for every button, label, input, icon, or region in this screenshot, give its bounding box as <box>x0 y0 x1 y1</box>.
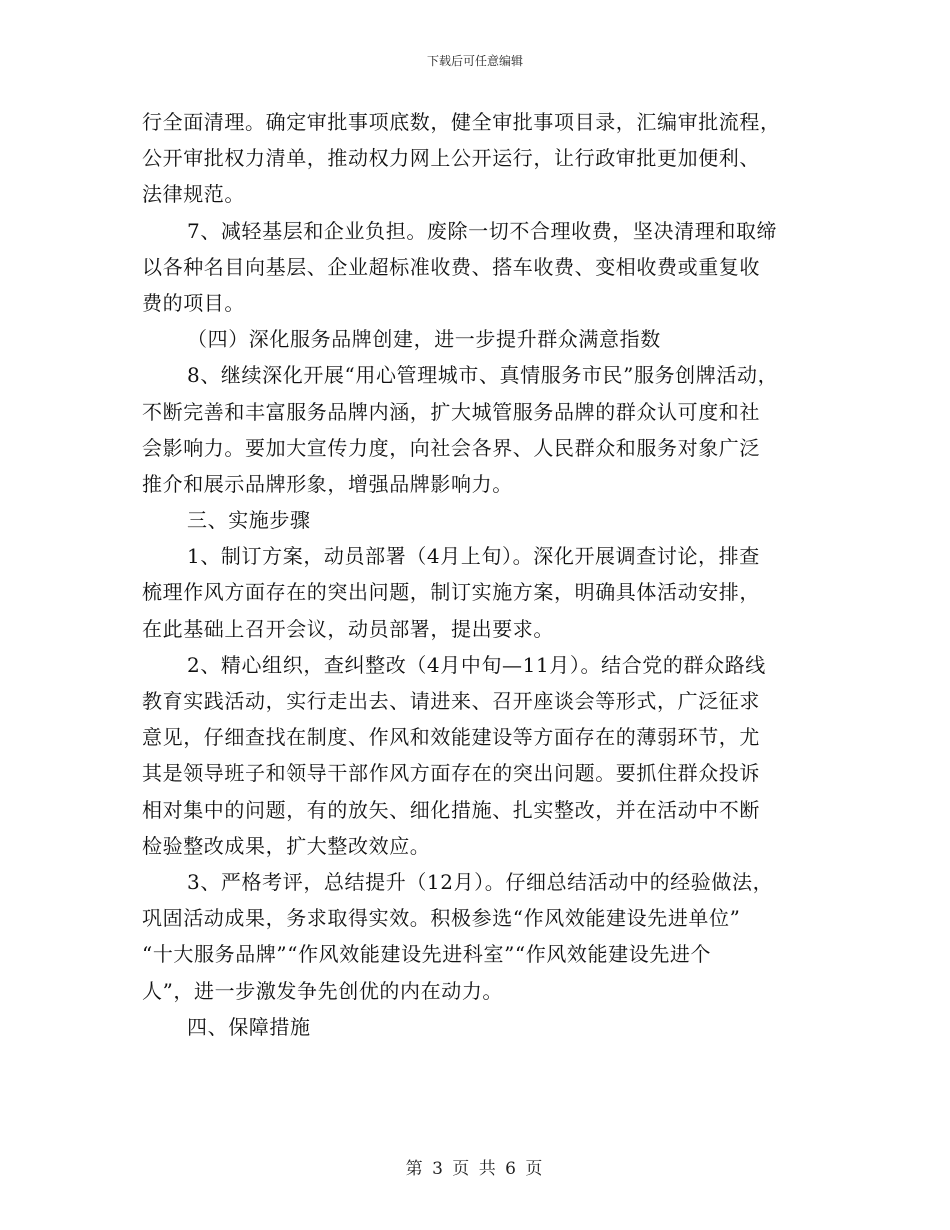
text-line: 8、继续深化开展“用心管理城市、真情服务市民”服务创牌活动， <box>187 363 779 388</box>
text-line: 3、严格考评，总结提升（12月）。仔细总结活动中的经验做法， <box>187 869 774 894</box>
text-line: 巩固活动成果，务求取得实效。积极参选“作风效能建设先进单位” <box>142 906 741 931</box>
page-footer: 第 3 页 共 6 页 <box>405 1159 545 1179</box>
text-line: 会影响力。要加大宣传力度，向社会各界、人民群众和服务对象广泛 <box>142 435 760 460</box>
text-line: 四、保障措施 <box>187 1014 311 1039</box>
text-line: 公开审批权力清单，推动权力网上公开运行，让行政审批更加便利、 <box>142 146 760 171</box>
text-line: 相对集中的问题，有的放矢、细化措施、扎实整改，并在活动中不断 <box>142 797 760 822</box>
text-line: 推介和展示品牌形象，增强品牌影响力。 <box>142 471 513 496</box>
text-line: 检验整改成果，扩大整改效应。 <box>142 833 431 858</box>
text-line: 行全面清理。确定审批事项底数，健全审批事项目录，汇编审批流程， <box>142 110 781 134</box>
text-line: 其是领导班子和领导干部作风方面存在的突出问题。要抓住群众投诉 <box>142 761 760 786</box>
text-line: 三、实施步骤 <box>187 508 311 533</box>
text-line: 意见，仔细查找在制度、作风和效能建设等方面存在的薄弱环节，尤 <box>142 725 760 750</box>
text-line: 费的项目。 <box>142 290 245 315</box>
text-line: 1、制订方案，动员部署（4月上旬）。深化开展调查讨论，排查 <box>187 544 760 569</box>
page-header: 下载后可任意编辑 <box>426 54 523 68</box>
text-line: “十大服务品牌”“作风效能建设先进科室”“作风效能建设先进个 <box>142 942 712 967</box>
text-line: 2、精心组织，查纠整改（4月中旬—11月）。结合党的群众路线 <box>187 652 766 677</box>
text-line: 法律规范。 <box>142 182 245 207</box>
document-body <box>142 104 814 1045</box>
text-line: 人”，进一步激发争先创优的内在动力。 <box>142 978 504 1003</box>
text-line: 梳理作风方面存在的突出问题，制订实施方案，明确具体活动安排， <box>142 580 760 605</box>
text-line: 教育实践活动，实行走出去、请进来、召开座谈会等形式，广泛征求 <box>142 689 760 713</box>
text-line: 7、减轻基层和企业负担。废除一切不合理收费，坚决清理和取缔 <box>187 218 778 243</box>
text-line: （四）深化服务品牌创建，进一步提升群众满意指数 <box>187 327 661 352</box>
text-line: 不断完善和丰富服务品牌内涵，扩大城管服务品牌的群众认可度和社 <box>142 399 760 424</box>
text-line: 以各种名目向基层、企业超标准收费、搭车收费、变相收费或重复收 <box>142 254 760 279</box>
text-line: 在此基础上召开会议，动员部署，提出要求。 <box>142 616 554 641</box>
